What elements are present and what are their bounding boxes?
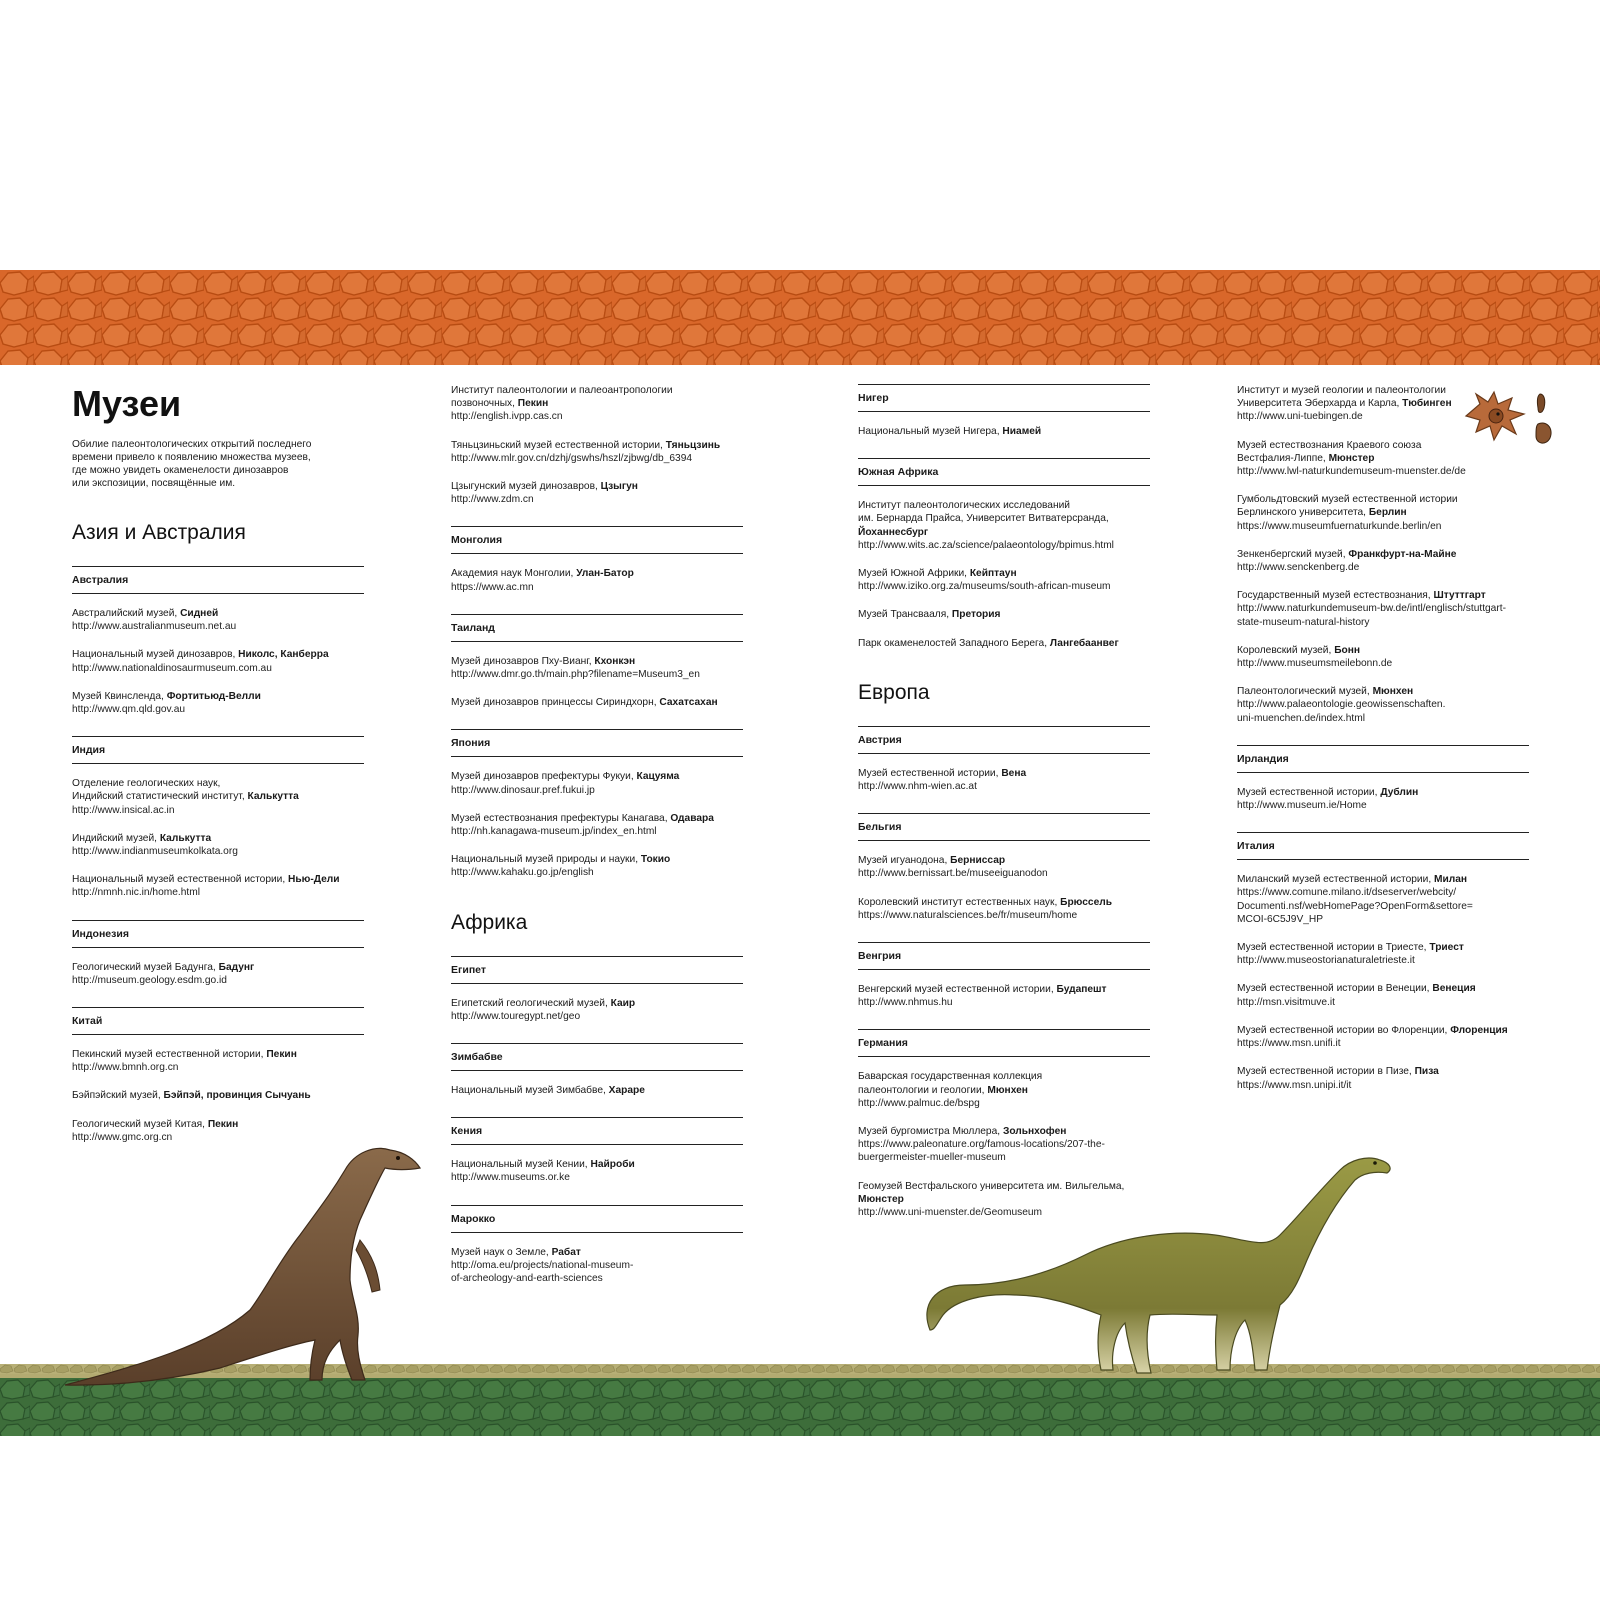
museum-link[interactable]: http://www.uni-muenster.de/Geomuseum: [858, 1207, 1043, 1219]
museum-entry: Музей естествознания Краевого союза Вестфалия-Липпе, Мюнстер http://www.lwl-naturkundemuseum-muenster.de/de: [1237, 439, 1529, 479]
museum-link[interactable]: https://www.msn.unifi.it: [1237, 1038, 1341, 1050]
museum-entry: Национальный музей динозавров, Николс, Канберра http://www.nationaldinosaurmuseum.com.au: [72, 648, 364, 674]
column-2: [451, 384, 743, 1300]
museum-entry: Национальный музей Кении, Найроби http://www.museums.or.ke: [451, 1158, 743, 1184]
museum-entry: Музей динозавров Пху-Вианг, Кхонкэн http://www.dmr.go.th/main.php?filename=Museum3_en: [451, 655, 743, 681]
museum-entry: Музей Квинсленда, Фортитьюд-Велли http://www.qm.qld.gov.au: [72, 690, 364, 716]
museum-link[interactable]: https://www.museumfuernaturkunde.berlin/en: [1237, 520, 1442, 532]
museum-entry: Музей естественной истории в Пизе, Пиза https://www.msn.unipi.it/it: [1237, 1065, 1529, 1091]
museum-entry: Музей естественной истории, Вена http://www.nhm-wien.ac.at: [858, 767, 1150, 793]
country-italy: Италия: [1237, 832, 1529, 860]
museum-entry: Музей естественной истории во Флоренции, Флоренция https://www.msn.unifi.it: [1237, 1024, 1529, 1050]
museum-entry: Индийский музей, Калькутта http://www.indianmuseumkolkata.org: [72, 832, 364, 858]
museum-entry: Национальный музей естественной истории, Нью-Дели http://nmnh.nic.in/home.html: [72, 873, 364, 899]
museum-link[interactable]: http://www.museum.ie/Home: [1237, 800, 1367, 812]
museum-link[interactable]: http://msn.visitmuve.it: [1237, 996, 1335, 1008]
museum-link[interactable]: http://oma.eu/projects/national-museum-: [451, 1259, 634, 1271]
museum-entry: Египетский геологический музей, Каир http://www.touregypt.net/geo: [451, 997, 743, 1023]
museum-entry: Институт палеонтологии и палеоантропологии позвоночных, Пекин http://english.ivpp.cas.cn: [451, 384, 743, 424]
museum-link[interactable]: http://www.kahaku.go.jp/english: [451, 867, 594, 879]
museum-entry: Бэйпэйский музей, Бэйпэй, провинция Сычуань: [72, 1090, 311, 1102]
museum-entry: Государственный музей естествознания, Штуттгарт http://www.naturkundemuseum-bw.de/intl/englisch/stuttgart- state-museum-natural-history: [1237, 589, 1529, 629]
intro-text: Обилие палеонтологических открытий последнего времени привело к появлению множества музеев, где можно увидеть окаменелости динозавров или экспозиции, посвящённые им.: [72, 439, 312, 489]
country-morocco: Марокко: [451, 1205, 743, 1233]
museum-entry: Отделение геологических наук, Индийский статистический институт, Калькутта http://www.insical.ac.in: [72, 777, 364, 817]
museum-link-continued[interactable]: buergermeister-mueller-museum: [858, 1152, 1006, 1164]
museum-link[interactable]: http://www.lwl-naturkundemuseum-muenster.de/de: [1237, 466, 1466, 478]
museum-link[interactable]: http://www.gmc.org.cn: [72, 1131, 173, 1143]
museum-link[interactable]: http://www.uni-tuebingen.de: [1237, 411, 1363, 423]
museum-entry: Музей естественной истории, Дублин http://www.museum.ie/Home: [1237, 786, 1529, 812]
museum-entry: Гумбольдтовский музей естественной истории Берлинского университета, Берлин https://www.museumfuernaturkunde.berlin/en: [1237, 493, 1529, 533]
museum-link[interactable]: http://www.museostorianaturaletrieste.it: [1237, 955, 1415, 967]
museum-link[interactable]: http://www.qm.qld.gov.au: [72, 704, 186, 716]
museum-entry: Зенкенбергский музей, Франкфурт-на-Майне http://www.senckenberg.de: [1237, 548, 1529, 574]
museum-entry: Парк окаменелостей Западного Берега, Лангебаанвег: [858, 637, 1119, 649]
museum-entry: Цзыгунский музей динозавров, Цзыгун http://www.zdm.cn: [451, 480, 743, 506]
museum-link[interactable]: http://www.palaeontologie.geowissenschaften.: [1237, 699, 1446, 711]
museum-entry: Музей Трансвааля, Претория: [858, 609, 1001, 621]
museum-entry: Австралийский музей, Сидней http://www.australianmuseum.net.au: [72, 607, 364, 633]
museum-entry: Венгерский музей естественной истории, Будапешт http://www.nhmus.hu: [858, 983, 1150, 1009]
museum-entry: Пекинский музей естественной истории, Пекин http://www.bmnh.org.cn: [72, 1048, 364, 1074]
museum-link[interactable]: http://www.touregypt.net/geo: [451, 1010, 581, 1022]
dinosaur-rearing-icon: [60, 1140, 430, 1390]
country-india: Индия: [72, 736, 364, 764]
museum-link[interactable]: https://www.ac.mn: [451, 581, 534, 593]
country-ireland: Ирландия: [1237, 745, 1529, 773]
country-austria: Австрия: [858, 726, 1150, 754]
country-south-africa: Южная Африка: [858, 458, 1150, 486]
museum-link[interactable]: http://nmnh.nic.in/home.html: [72, 887, 200, 899]
museum-link[interactable]: https://www.naturalsciences.be/fr/museum/home: [858, 909, 1078, 921]
museum-entry: Музей наук о Земле, Рабат http://oma.eu/projects/national-museum- of-archeology-and-earth-sciences: [451, 1246, 743, 1286]
museum-link[interactable]: https://www.paleonature.org/famous-locations/207-the-: [858, 1139, 1105, 1151]
museum-entry: Музей динозавров принцессы Сириндхорн, Сахатсахан: [451, 697, 718, 709]
museum-link[interactable]: http://www.dmr.go.th/main.php?filename=Museum3_en: [451, 669, 700, 681]
museum-link[interactable]: http://www.museums.or.ke: [451, 1172, 570, 1184]
museum-link[interactable]: http://www.australianmuseum.net.au: [72, 621, 237, 633]
museum-link[interactable]: http://www.indianmuseumkolkata.org: [72, 846, 238, 858]
museum-link[interactable]: http://www.mlr.gov.cn/dzhj/gswhs/hszl/zjbwg/db_6394: [451, 452, 693, 464]
country-japan: Япония: [451, 729, 743, 757]
museum-link[interactable]: http://www.wits.ac.za/science/palaeontology/bpimus.html: [858, 539, 1114, 551]
museum-entry: Музей динозавров префектуры Фукуи, Кацуяма http://www.dinosaur.pref.fukui.jp: [451, 770, 743, 796]
museum-link[interactable]: http://www.iziko.org.za/museums/south-african-museum: [858, 581, 1111, 593]
museum-entry: Королевский институт естественных наук, Брюссель https://www.naturalsciences.be/fr/museum/home: [858, 896, 1150, 922]
museum-link-continued[interactable]: uni-muenchen.de/index.html: [1237, 712, 1365, 724]
museum-link[interactable]: http://www.palmuc.de/bspg: [858, 1097, 980, 1109]
museum-link[interactable]: http://english.ivpp.cas.cn: [451, 411, 563, 423]
country-germany: Германия: [858, 1029, 1150, 1057]
museum-entry: Миланский музей естественной истории, Милан https://www.comune.milano.it/dseserver/webcity/ Documenti.nsf/webHomePage?OpenForm&settore= MCOI-6C5J9V_HP: [1237, 873, 1529, 926]
museum-link[interactable]: https://www.comune.milano.it/dseserver/webcity/: [1237, 887, 1457, 899]
museum-link-continued[interactable]: of-archeology-and-earth-sciences: [451, 1273, 603, 1285]
country-thailand: Таиланд: [451, 614, 743, 642]
museum-entry: Музей естественной истории в Венеции, Венеция http://msn.visitmuve.it: [1237, 982, 1529, 1008]
country-australia: Австралия: [72, 566, 364, 594]
region-asia-australia: Азия и Австралия: [72, 521, 246, 544]
column-1: [72, 384, 364, 1159]
museum-link[interactable]: http://www.nhm-wien.ac.at: [858, 781, 977, 793]
museum-link[interactable]: http://www.insical.ac.in: [72, 804, 175, 816]
museum-entry: Музей бургомистра Мюллера, Зольнхофен https://www.paleonature.org/famous-locations/207-the- buergermeister-mueller-museum: [858, 1125, 1150, 1165]
museum-entry: Национальный музей Нигера, Ниамей: [858, 426, 1042, 437]
museum-entry: Музей естественной истории в Триесте, Триест http://www.museostorianaturaletrieste.it: [1237, 941, 1529, 967]
museum-entry: Тяньцзиньский музей естественной истории, Тяньцзинь http://www.mlr.gov.cn/dzhj/gswhs/hszl/zjbwg/db_6394: [451, 439, 743, 465]
country-zimbabwe: Зимбабве: [451, 1043, 743, 1071]
museum-link-continued[interactable]: Documenti.nsf/webHomePage?OpenForm&settore=: [1237, 900, 1473, 912]
museum-link[interactable]: http://www.dinosaur.pref.fukui.jp: [451, 784, 595, 796]
country-mongolia: Монголия: [451, 526, 743, 554]
museum-link[interactable]: http://museum.geology.esdm.go.id: [72, 974, 227, 986]
country-indonesia: Индонезия: [72, 920, 364, 948]
museum-link[interactable]: http://www.museumsmeilebonn.de: [1237, 658, 1393, 670]
museum-link[interactable]: http://www.nhmus.hu: [858, 997, 953, 1009]
museum-entry: Геомузей Вестфальского университета им. Вильгельма, Мюнстер http://www.uni-muenster.de/Geomuseum: [858, 1180, 1150, 1220]
country-egypt: Египет: [451, 956, 743, 984]
country-belgium: Бельгия: [858, 813, 1150, 841]
column-4: [1237, 384, 1529, 1107]
museum-link[interactable]: http://nh.kanagawa-museum.jp/index_en.html: [451, 826, 657, 838]
claw-icon: [1532, 392, 1556, 446]
museum-link[interactable]: http://www.bernissart.be/museeiguanodon: [858, 868, 1048, 880]
country-china: Китай: [72, 1007, 364, 1035]
museum-entry: Королевский музей, Бонн http://www.museumsmeilebonn.de: [1237, 644, 1529, 670]
museum-entry: Палеонтологический музей, Мюнхен http://www.palaeontologie.geowissenschaften. uni-muenchen.de/index.html: [1237, 685, 1529, 725]
country-kenya: Кения: [451, 1117, 743, 1145]
museum-entry: Институт палеонтологических исследований им. Бернарда Прайса, Университет Витватерсранда, Йоханнесбург http://www.wits.ac.za/science/palaeontology/bpimus.html: [858, 499, 1150, 552]
column-3: [858, 384, 1150, 1234]
museum-link[interactable]: http://www.zdm.cn: [451, 494, 534, 506]
museum-entry: Геологический музей Бадунга, Бадунг http://museum.geology.esdm.go.id: [72, 961, 364, 987]
museum-entry: Баварская государственная коллекция палеонтологии и геологии, Мюнхен http://www.palmuc.de/bspg: [858, 1070, 1150, 1110]
page-title: Музеи: [72, 383, 182, 424]
region-africa: Африка: [451, 910, 528, 934]
museum-link[interactable]: http://www.bmnh.org.cn: [72, 1062, 179, 1074]
museum-link[interactable]: https://www.msn.unipi.it/it: [1237, 1079, 1352, 1091]
museum-entry: Музей естествознания префектуры Канагава, Одавара http://nh.kanagawa-museum.jp/index_en.html: [451, 812, 743, 838]
country-niger: Нигер: [858, 384, 1150, 412]
museum-entry: Геологический музей Китая, Пекин http://www.gmc.org.cn: [72, 1118, 364, 1144]
museum-entry: Музей Южной Африки, Кейптаун http://www.iziko.org.za/museums/south-african-museum: [858, 567, 1150, 593]
museum-link[interactable]: http://www.nationaldinosaurmuseum.com.au: [72, 662, 272, 674]
museum-entry: Национальный музей Зимбабве, Хараре: [451, 1085, 645, 1097]
museum-link[interactable]: http://www.senckenberg.de: [1237, 562, 1360, 574]
museum-link[interactable]: http://www.naturkundemuseum-bw.de/intl/englisch/stuttgart-: [1237, 603, 1506, 615]
country-hungary: Венгрия: [858, 942, 1150, 970]
museum-entry: Академия наук Монголии, Улан-Батор https://www.ac.mn: [451, 567, 743, 593]
region-europe: Европа: [858, 680, 930, 704]
museum-link-continued[interactable]: MCOI-6C5J9V_HP: [1237, 913, 1324, 925]
museum-entry: Национальный музей природы и науки, Токио http://www.kahaku.go.jp/english: [451, 853, 743, 879]
museum-link-continued[interactable]: state-museum-natural-history: [1237, 616, 1370, 628]
top-scale-band: [0, 270, 1600, 365]
museum-entry: Музей игуанодона, Берниссар http://www.bernissart.be/museeiguanodon: [858, 854, 1150, 880]
museum-entry: Институт и музей геологии и палеонтологии Университета Эберхарда и Карла, Тюбинген http://www.uni-tuebingen.de: [1237, 384, 1529, 424]
